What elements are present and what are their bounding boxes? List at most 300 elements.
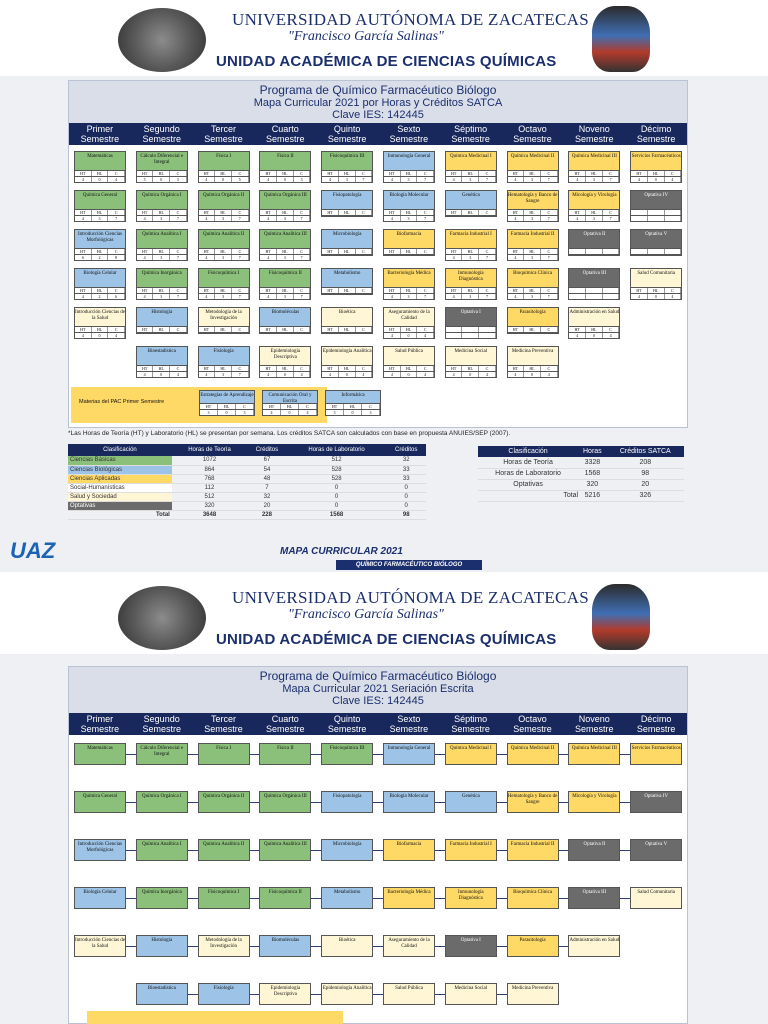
hours-header: HT (322, 210, 339, 215)
seriation-connector (126, 898, 136, 899)
hours-header: HL (586, 327, 603, 332)
course-name: Epidemiología Descriptiva (270, 986, 301, 997)
course-box (198, 743, 250, 765)
hours-header: HL (462, 210, 479, 215)
footer-title: MAPA CURRICULAR 2021 (280, 546, 403, 557)
hours-header-row (631, 287, 681, 293)
table-cell: 20 (247, 501, 287, 510)
table-row (68, 492, 426, 501)
course-name: Aseguramiento de la Calidad (388, 310, 430, 321)
hours-value: 4 (322, 177, 339, 182)
hours-header-row (569, 287, 619, 293)
table-cell: 208 (607, 457, 684, 468)
hours-header: HT (199, 366, 216, 371)
hours-header: HT (75, 288, 92, 293)
table-header: Clasificación (478, 446, 578, 457)
hours-value: 7 (417, 216, 434, 221)
hours-header: HL (218, 404, 236, 409)
hours-header: HT (569, 327, 586, 332)
hours-header: HL (401, 171, 418, 176)
course-box (136, 935, 188, 957)
semester-header-row (69, 713, 687, 735)
hours-value: 3 (524, 294, 541, 299)
hours-header: C (170, 327, 187, 332)
hours-header: HL (401, 288, 418, 293)
course-name: Medicina Social (454, 349, 488, 354)
hours-value: 4 (569, 333, 586, 338)
table-cell: 864 (172, 465, 247, 474)
hours-header: C (108, 171, 125, 176)
table-cell: Horas de Laboratorio (478, 468, 578, 479)
hours-value: 4 (263, 410, 281, 415)
course-name: Epidemiología Analítica (322, 986, 372, 991)
hours-header: HL (153, 210, 170, 215)
hours-value: 0 (281, 410, 299, 415)
table-cell: 512 (287, 456, 387, 465)
table-total-row (478, 490, 684, 501)
course-box (74, 190, 126, 222)
table-cell: 0 (386, 483, 426, 492)
hours-values-row (569, 332, 619, 338)
course-name: Farmacia Industrial II (510, 842, 555, 847)
course-box (198, 983, 250, 1005)
hours-header: C (356, 249, 373, 254)
course-name: Histología (151, 310, 173, 315)
course-name: Inmunología Diagnóstica (458, 890, 484, 901)
hours-header: C (232, 366, 249, 371)
hours-values-row (631, 293, 681, 299)
hours-header-row (631, 248, 681, 254)
hours-header: HL (462, 249, 479, 254)
course-box (445, 151, 497, 183)
hours-header: C (479, 366, 496, 371)
hours-values-row (199, 176, 249, 182)
course-box (383, 268, 435, 300)
hours-values-row (631, 254, 681, 255)
seriation-connector (497, 802, 507, 803)
seriation-connector (559, 898, 569, 899)
table-row (478, 457, 684, 468)
course-name: Farmacia Industrial I (449, 842, 492, 847)
hours-header-row (569, 326, 619, 332)
course-name: Química Medicinal I (449, 746, 492, 751)
hours-value: 4 (75, 294, 92, 299)
hours-header: C (603, 210, 620, 215)
semester-label: Sexto Semestre (389, 714, 429, 734)
hours-header: HT (75, 327, 92, 332)
hours-values-row (137, 371, 187, 377)
hours-value: 0 (648, 294, 665, 299)
course-name: Introducción Ciencias de la Salud (75, 310, 125, 321)
hours-header: HL (215, 366, 232, 371)
course-name: Metodología de la Investigación (205, 310, 242, 321)
hours-header: HT (199, 210, 216, 215)
course-box (136, 983, 188, 1005)
course-name: Epidemiología Descriptiva (270, 349, 301, 360)
course-box (630, 229, 682, 256)
table-header-row (68, 444, 426, 456)
table-cell: 32 (247, 492, 287, 501)
hours-value: 3 (200, 410, 218, 415)
hours-header-row (384, 209, 434, 215)
hours-value: 3 (153, 216, 170, 221)
course-box (568, 307, 620, 339)
semester-label: Décimo Semestre (636, 714, 676, 734)
hours-values-row (199, 332, 249, 333)
hours-value: 2 (92, 255, 109, 260)
hours-header: HT (569, 249, 586, 254)
hours-header: C (294, 171, 311, 176)
hours-header: HT (508, 288, 525, 293)
seriation-connector (373, 754, 383, 755)
hours-value: 7 (541, 294, 558, 299)
hours-header: HT (199, 327, 216, 332)
hours-values-row (260, 254, 310, 260)
course-name: Administración en Salud (569, 310, 620, 315)
hours-values-row (137, 215, 187, 221)
hours-header: HL (277, 366, 294, 371)
course-name: Salud Comunitaria (637, 271, 675, 276)
hours-value: 7 (294, 255, 311, 260)
hours-value: 4 (137, 255, 154, 260)
hours-value: 7 (541, 216, 558, 221)
course-name: Química Orgánica III (263, 193, 307, 198)
course-box (321, 190, 373, 217)
hours-value: 5 (232, 177, 249, 182)
table-cell: Ciencias Aplicadas (68, 474, 172, 483)
course-box (568, 151, 620, 183)
hours-value: 4 (75, 216, 92, 221)
hours-header: HT (446, 366, 463, 371)
hours-header: C (294, 210, 311, 215)
seriation-connector (559, 754, 569, 755)
table-cell: Social-Humanísticas (68, 483, 172, 492)
course-box (321, 229, 373, 256)
hours-header-row (508, 248, 558, 254)
course-box (568, 229, 620, 256)
program-title: Programa de Químico Farmacéutico Biólogo (259, 669, 497, 683)
hours-header-row (75, 248, 125, 254)
course-name: Fisicoquímica III (329, 154, 365, 159)
table-cell: 528 (287, 474, 387, 483)
course-box (445, 346, 497, 378)
hours-value: 3 (215, 372, 232, 377)
hours-header: C (232, 327, 249, 332)
hours-value: 3 (215, 255, 232, 260)
hours-header-row (322, 248, 372, 254)
course-box (507, 839, 559, 861)
hours-value: 3 (401, 177, 418, 182)
course-name: Bacteriología Médica (387, 271, 431, 276)
hours-values-row (508, 254, 558, 260)
hours-header: HL (648, 171, 665, 176)
hours-header: HT (199, 288, 216, 293)
hours-header: HL (281, 404, 299, 409)
hours-header-row (322, 287, 372, 293)
hours-header-row (569, 248, 619, 254)
course-box (507, 151, 559, 183)
hours-value: 3 (586, 177, 603, 182)
seriation-connector (126, 946, 136, 947)
hours-value: 0 (524, 372, 541, 377)
course-box (136, 307, 188, 334)
seriation-connector (126, 754, 136, 755)
course-box (259, 346, 311, 378)
hours-header-row (137, 287, 187, 293)
course-name: Metabolismo (333, 890, 361, 895)
hours-value: 4 (75, 177, 92, 182)
program-subtitle: Mapa Curricular 2021 por Horas y Créditos SATCA (253, 97, 503, 109)
course-name: Salud Pública (395, 986, 423, 991)
course-name: Inmunología General (387, 746, 431, 751)
course-name: Química Analítica III (264, 232, 307, 237)
seriation-connector (435, 946, 445, 947)
course-box (507, 190, 559, 222)
hours-value: 4 (603, 294, 620, 299)
seriation-connector (373, 994, 383, 995)
hours-header-row (75, 326, 125, 332)
hours-header: HT (137, 366, 154, 371)
course-name: Optativa V (645, 232, 668, 237)
course-name: Fisicoquímica II (268, 271, 302, 276)
hours-header: HL (339, 210, 356, 215)
course-box (136, 791, 188, 813)
course-box (507, 307, 559, 334)
course-box (568, 935, 620, 957)
course-box (630, 151, 682, 183)
pac-course-box (262, 390, 318, 416)
hours-header: HL (153, 288, 170, 293)
hours-header: C (665, 210, 682, 215)
course-box (136, 151, 188, 183)
hours-value: 3 (153, 255, 170, 260)
hours-header: C (108, 210, 125, 215)
course-box (507, 983, 559, 1005)
hours-header: HT (631, 288, 648, 293)
hours-value: 0 (277, 177, 294, 182)
hours-header: HT (260, 327, 277, 332)
seriation-connector (373, 850, 383, 851)
course-box (136, 743, 188, 765)
hours-values-row (75, 176, 125, 182)
unit-crest-icon (592, 6, 650, 72)
hours-header-row (384, 248, 434, 254)
seriation-connector (620, 802, 630, 803)
hours-header: C (108, 249, 125, 254)
semester-label: Séptimo Semestre (451, 124, 490, 144)
seriation-connector (188, 994, 198, 995)
table-cell: Total (68, 510, 172, 519)
hours-header: HT (446, 171, 463, 176)
table-cell: 3328 (578, 457, 606, 468)
hours-header: HT (75, 171, 92, 176)
semester-label: Séptimo Semestre (451, 714, 490, 734)
hours-value: 3 (277, 255, 294, 260)
course-name: Genética (461, 794, 480, 799)
course-box (445, 983, 497, 1005)
course-box (198, 229, 250, 261)
course-box (383, 839, 435, 861)
hours-value: 4 (446, 294, 463, 299)
hours-values-row (137, 254, 187, 260)
course-box (259, 268, 311, 300)
hours-header: HT (322, 249, 339, 254)
hours-values-row (263, 409, 317, 415)
hours-header: HL (339, 366, 356, 371)
hours-header: C (356, 210, 373, 215)
course-name: Micología y Virología (572, 193, 617, 198)
hours-header: HT (508, 249, 525, 254)
course-box (136, 229, 188, 261)
program-title-band (69, 667, 687, 713)
hours-header: HT (631, 249, 648, 254)
hours-value: 3 (153, 294, 170, 299)
course-box (445, 791, 497, 813)
hours-value: 6 (108, 294, 125, 299)
hours-header: HT (199, 249, 216, 254)
course-name: Optativa I (460, 310, 481, 315)
course-name: Micología y Virología (572, 794, 617, 799)
hours-note: *Las Horas de Teoría (HT) y Laboratorio (HL) se presentan por semana. Los créditos SATCA son calculados con base en propuesta ANUIES/SEP (2007). (68, 430, 511, 437)
course-box (445, 229, 497, 261)
semester-label: Noveno Semestre (575, 124, 614, 144)
course-name: Fisicoquímica III (329, 746, 365, 751)
course-box (445, 190, 497, 217)
hours-value: 4 (569, 216, 586, 221)
hours-header: HL (215, 288, 232, 293)
table-cell: Ciencias Biológicas (68, 465, 172, 474)
hours-value: 4 (137, 372, 154, 377)
hours-header-row (508, 287, 558, 293)
course-name: Física II (277, 746, 294, 751)
course-box (568, 190, 620, 222)
hours-values-row (446, 293, 496, 299)
course-box (383, 229, 435, 256)
hours-header-row (569, 170, 619, 176)
hours-header: HT (569, 210, 586, 215)
hours-header-row (260, 170, 310, 176)
course-box (445, 268, 497, 300)
course-box (445, 307, 497, 339)
table-header: Créditos SATCA (607, 446, 684, 457)
course-name: Inmunología General (387, 154, 431, 159)
hours-value: 4 (603, 333, 620, 338)
hours-header: C (541, 249, 558, 254)
hours-header: HT (384, 288, 401, 293)
course-name: Genética (461, 193, 480, 198)
seriation-connector (497, 994, 507, 995)
semester-label: Octavo Semestre (513, 714, 552, 734)
hours-value: 4 (294, 372, 311, 377)
university-seal-icon (118, 8, 206, 72)
hours-value: 4 (260, 177, 277, 182)
course-name: Fisiología (213, 349, 234, 354)
course-box (259, 307, 311, 334)
hours-header: HT (326, 404, 344, 409)
course-name: Matemáticas (87, 154, 113, 159)
hours-header: HL (339, 171, 356, 176)
hours-header: HL (277, 327, 294, 332)
course-name: Optativa V (645, 842, 668, 847)
hours-header-row (326, 403, 380, 409)
hours-header: C (541, 366, 558, 371)
academic-unit: UNIDAD ACADÉMICA DE CIENCIAS QUÍMICAS (216, 631, 557, 648)
hours-header-row (260, 209, 310, 215)
course-name: Servicios Farmacéuticos (631, 154, 681, 159)
hours-values-row (631, 215, 681, 221)
hours-value: 3 (462, 177, 479, 182)
hours-header-row (137, 170, 187, 176)
table-row (478, 468, 684, 479)
hours-header: HT (569, 288, 586, 293)
hours-header: HT (137, 249, 154, 254)
hours-value: 7 (603, 177, 620, 182)
hours-header: HT (260, 171, 277, 176)
course-name: Bacteriología Médica (387, 890, 431, 895)
course-box (74, 791, 126, 813)
hours-value: 3 (92, 216, 109, 221)
pac-section (87, 1011, 343, 1024)
course-box (445, 743, 497, 765)
course-box (136, 346, 188, 378)
hours-header: C (603, 288, 620, 293)
course-box (136, 887, 188, 909)
hours-value: 3 (277, 216, 294, 221)
hours-header: C (108, 327, 125, 332)
hours-values-row (446, 371, 496, 377)
hours-values-row (260, 176, 310, 182)
hours-value: 4 (631, 177, 648, 182)
hours-header: HT (384, 171, 401, 176)
hours-header-row (199, 326, 249, 332)
course-box (383, 743, 435, 765)
seriation-connector (373, 946, 383, 947)
course-name: Cálculo Diferencial e Integral (140, 746, 184, 757)
hours-values-row (569, 254, 619, 255)
course-name: Biología Molecular (389, 794, 429, 799)
hours-value: 4 (384, 177, 401, 182)
hours-values-row (199, 371, 249, 377)
hours-header: C (417, 249, 434, 254)
hours-value: 4 (108, 333, 125, 338)
seriation-connector (250, 850, 260, 851)
semester-label: Segundo Semestre (142, 124, 181, 144)
university-name: UNIVERSIDAD AUTÓNOMA DE ZACATECAS (232, 10, 589, 29)
table-cell: 512 (172, 492, 247, 501)
hours-value: 4 (384, 294, 401, 299)
hours-values-row (199, 293, 249, 299)
table-row (68, 465, 426, 474)
hours-value: 0 (648, 216, 665, 221)
table-row (68, 474, 426, 483)
hours-header: HL (648, 249, 665, 254)
hours-value: 3 (401, 216, 418, 221)
hours-header: HL (401, 366, 418, 371)
hours-header: HL (215, 249, 232, 254)
seriation-connector (435, 994, 445, 995)
hours-value: 3 (215, 216, 232, 221)
hours-value: 4 (541, 372, 558, 377)
hours-header: HT (260, 210, 277, 215)
university-seal-icon (118, 586, 206, 650)
course-name: Medicina Preventiva (511, 349, 554, 354)
hours-values-row (322, 254, 372, 255)
hours-header: HT (260, 366, 277, 371)
uaz-logo: UAZ (10, 538, 56, 563)
seriation-connector (188, 898, 198, 899)
table-cell: Horas de Teoría (478, 457, 578, 468)
course-box (198, 935, 250, 957)
